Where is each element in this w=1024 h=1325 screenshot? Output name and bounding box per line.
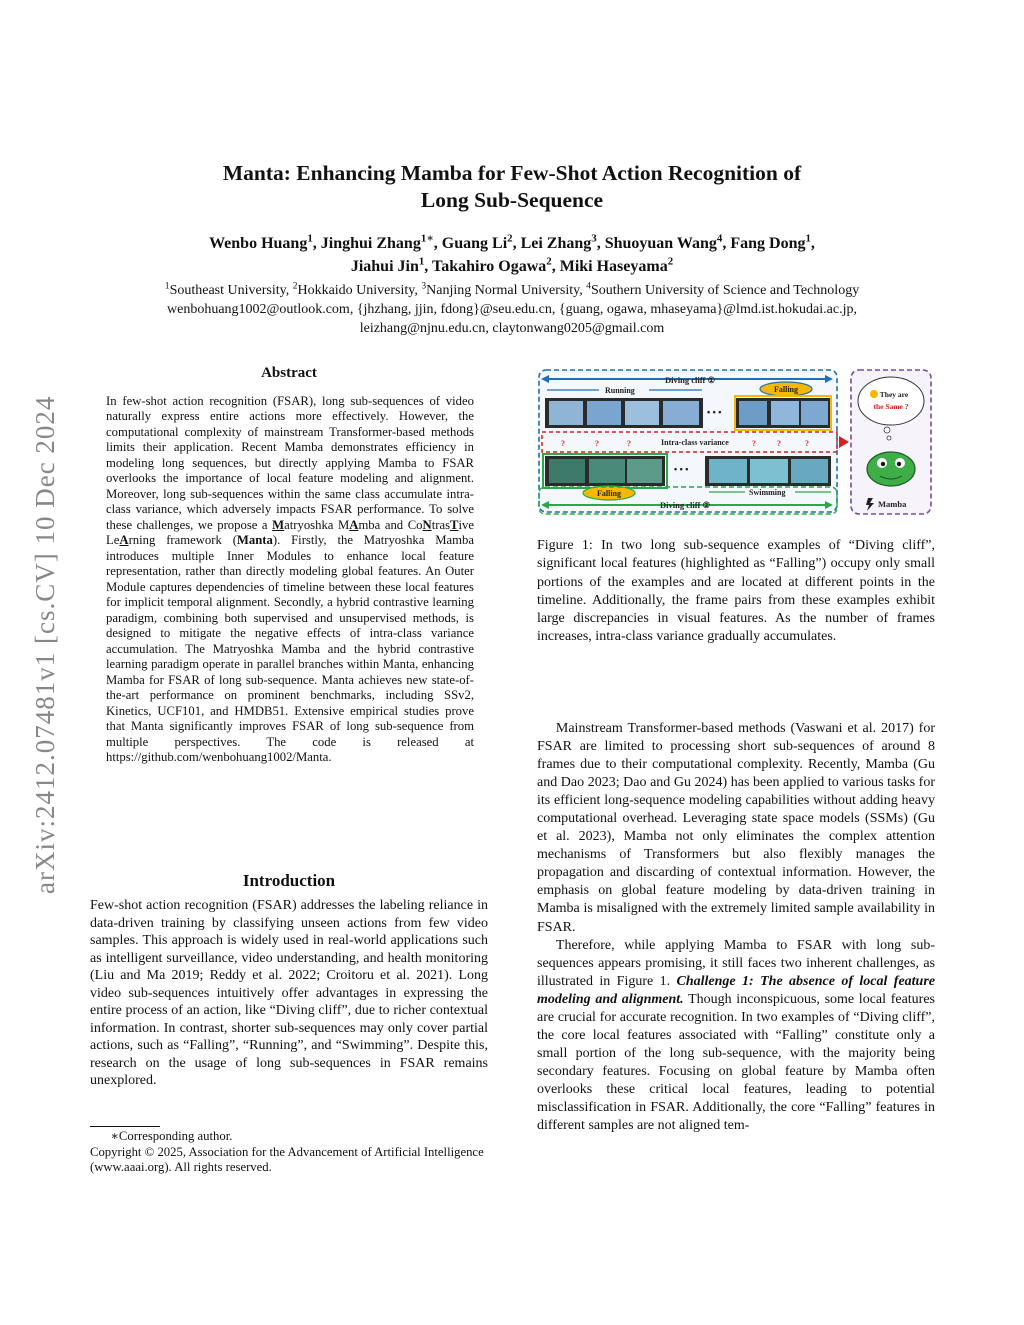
ellipsis-top: • • • [707, 407, 722, 417]
label-diving-cliff-2: Diving cliff ② [660, 500, 711, 510]
abstract-text-a: In few-shot action recognition (FSAR), long sub-sequences of video naturally express entire actions more effectively. However, the computational complexity of mainstream Transformer-based methods limits their application. Recent Mamba demonstrates efficiency in modeling long sequences, but directly applying Mamba to FSAR overlooks the importance of local feature modeling and alignment. Moreover, long sub-sequences within the same class accumulate intra-class variance, which adversely impacts FSAR performance. To solve these challenges, we propose a [106, 394, 474, 532]
title-line-1: Manta: Enhancing Mamba for Few-Shot Action Recognition of [222, 161, 802, 185]
author-name: Wenbo Huang [209, 235, 308, 252]
label-running: Running [605, 386, 635, 395]
acronym-letter: A [349, 517, 359, 532]
author-affiliation-marker: 2 [667, 255, 674, 268]
video-frame [801, 401, 828, 425]
bubble-line-2: the Same ? [873, 402, 909, 411]
video-frame [739, 401, 767, 425]
acronym-text: mba and Co [358, 517, 423, 532]
introduction-body: Few-shot action recognition (FSAR) addresses the labeling reliance in data-driven training by classifying unseen actions from few video samples. This approach is widely used in real-world applications such as intelligent surveillance, video understanding, and health monitoring (Liu and Ma 2019; Reddy et al. 2022; Croitoru et al. 2021). Long video sub-sequences intuitively offer advantages in expressing the entire process of an action, like “Diving cliff”, due to richer contextual information. In contrast, shorter sub-sequences may only cover partial actions, such as “Falling”, “Running”, and “Swimming”. Despite this, research on the usage of long sub-sequences in FSAR remains unexplored. [90, 898, 488, 1088]
author-name: Takahiro Ogawa [432, 258, 547, 275]
thought-bubble [858, 377, 924, 425]
author-affiliation-marker: 4 [716, 232, 723, 245]
author-affiliation-marker: 3 [591, 232, 597, 245]
label-falling-top: Falling [773, 385, 799, 394]
author-name: Jinghui Zhang [320, 235, 421, 252]
video-frame [771, 401, 799, 425]
snake-pupil-icon [897, 462, 901, 466]
affiliation-name: Southeast University, [169, 283, 293, 298]
video-frame [791, 459, 828, 483]
video-frame [549, 459, 585, 483]
question-mark: ? [752, 439, 756, 448]
abstract-text-b: ). Firstly, the Matryoshka Mamba introduces multiple Inner Modules to enhance local feature representation, rather than directly modeling global features. An Outer Module captures dependencies of timeline between these local features for implicit temporal alignment. Secondly, a hybrid contrastive learning paradigm, combining both supervised and unsupervised methods, is designed to mitigate the negative effects of intra-class variance accumulation. The Matryoshka Mamba and the hybrid contrastive learning paradigm operate in parallel branches within Manta, enhancing Mamba for FSAR of long sub-sequence. Manta achieves new state-of-the-art performance on prominent benchmarks, including SSv2, Kinetics, UCF101, and HMDB51. Extensive empirical studies prove that Manta significantly improves FSAR of long sub-sequence from multiple perspectives. The code is released at https://github.com/wenbohuang1002/Manta. [106, 533, 474, 765]
author-name: Fang Dong [730, 235, 806, 252]
arrow-to-bubble-icon [839, 436, 849, 448]
introduction-heading: Introduction [242, 871, 336, 890]
affiliation-marker: 4 [586, 281, 591, 292]
author-affiliation-marker: 2 [507, 232, 513, 245]
paragraph: Mainstream Transformer-based methods (Vaswani et al. 2017) for FSAR are limited to processing short sub-sequences of around 8 frames due to their computational complexity. Recently, Mamba (Gu and Dao 2023; Dao and Gu 2024) has been applied to various tasks for its efficient long-sequence modeling capabilities without adding heavy computational overhead. Leveraging state space models (SSMs) (Gu et al. 2023), Mamba not only eliminates the complex attention mechanisms of Transformers but also flexibly manages the propagation and discarding of contextual information. However, the emphasis on global feature modeling by data-driven training in Mamba is misaligned with the extremely limited sample availability in FSAR. [537, 721, 935, 935]
video-frame [589, 459, 625, 483]
acronym-text: rning framework ( [128, 533, 237, 548]
footnote [90, 1129, 488, 1176]
acronym-text: atryoshka M [284, 517, 350, 532]
figure-1 [537, 364, 937, 524]
author-affiliation-marker: 1∗ [420, 232, 434, 245]
affiliation-marker: 3 [421, 281, 427, 292]
question-mark: ? [805, 439, 809, 448]
paragraph-text: Therefore, while applying Mamba to FSAR with long sub-sequences appears promising, it still faces two inherent challenges, as illustrated in Figure 1. [537, 937, 935, 989]
question-mark: ? [777, 439, 781, 448]
affiliation-marker: 1 [164, 281, 170, 292]
video-frame [663, 401, 699, 425]
snake-pupil-icon [881, 462, 885, 466]
confused-face-icon [870, 390, 878, 398]
affiliation-name: Nanjing Normal University, [426, 283, 587, 298]
affiliation-name: Southern University of Science and Technology [591, 283, 860, 298]
acronym-letter: M [272, 517, 285, 532]
challenge-1-text: Challenge 1: The absence of local feature modeling and alignment. [537, 973, 935, 1007]
abstract-body [106, 394, 474, 766]
label-swimming: Swimming [749, 488, 786, 497]
acronym-letter: A [119, 533, 129, 548]
paragraph [537, 937, 935, 1136]
author-name: Shuoyuan Wang [604, 235, 717, 252]
right-column-body [537, 720, 935, 1135]
paragraph-text: Though inconspicuous, some local features are crucial for accurate recognition. In two examples of “Diving cliff”, the core local features associated with “Falling” constitute only a small portion of the long sub-sequence, with the majority being secondary features. Focusing on global feature by Mamba often overlooks these critical local features, leading to potential misclassification in FSAR. Additionally, the core “Falling” features in different samples are not aligned tem- [537, 991, 935, 1134]
mamba-label: Mamba [878, 499, 907, 509]
affiliation-marker: 2 [292, 281, 298, 292]
video-frame [627, 459, 662, 483]
author-name: Lei Zhang [520, 235, 592, 252]
author-name: Jiahui Jin [350, 258, 419, 275]
corresponding-author-note: ∗Corresponding author. [110, 1129, 233, 1143]
video-frame [549, 401, 583, 425]
abstract-acronym-name: Manta [236, 533, 273, 548]
question-mark: ? [595, 439, 599, 448]
author-affiliation-marker: 1 [418, 255, 425, 268]
affiliations [90, 281, 934, 338]
acronym-letter: N [422, 517, 432, 532]
thought-dot [884, 427, 890, 433]
copyright-note: Copyright © 2025, Association for the Advancement of Artificial Intelligence (www.aaai.org). All rights reserved. [90, 1144, 484, 1174]
video-frame [587, 401, 621, 425]
affiliation-name: Hokkaido University, [297, 283, 422, 298]
ellipsis-bottom: • • • [674, 464, 689, 474]
question-mark: ? [561, 439, 565, 448]
video-frame [709, 459, 747, 483]
paper-title [100, 160, 924, 214]
acronym-letter: T [450, 517, 459, 532]
author-name: Guang Li [441, 235, 508, 252]
title-line-2: Long Sub-Sequence [420, 188, 604, 212]
label-intra-class-variance: Intra-class variance [661, 438, 729, 447]
author-list: Wenbo Huang$^1$, Jinghui Zhang$^{1∗}$, Guang Li$^2$, Lei Zhang$^3$, Shuoyuan Wang$^4$, Fang Dong$^1$, Jiahui Jin$^1$, Takahiro Ogawa$^2$, Miki Haseyama$^2$ [209, 232, 815, 275]
video-frame [750, 459, 788, 483]
author-name: Miki Haseyama [559, 258, 668, 275]
abstract-heading: Abstract [261, 365, 317, 381]
video-frame [625, 401, 659, 425]
question-mark: ? [627, 439, 631, 448]
label-diving-cliff-1: Diving cliff ① [665, 375, 716, 385]
arxiv-identifier: arXiv:2412.07481v1 [cs.CV] 10 Dec 2024 [30, 395, 60, 895]
mamba-snake-icon [867, 452, 915, 486]
footnote-divider [90, 1126, 160, 1127]
emails-line-1: wenbohuang1002@outlook.com, {jhzhang, jjin, fdong}@seu.edu.cn, {guang, ogawa, mhaseyama}@lmd.ist.hokudai.ac.jp, [167, 302, 857, 317]
emails-line-2: leizhang@njnu.edu.cn, claytonwang0205@gmail.com [359, 321, 665, 336]
affiliation-line [90, 281, 934, 300]
bubble-line-1: They are [879, 390, 909, 399]
label-falling-bottom: Falling [596, 489, 622, 498]
author-affiliation-marker: 2 [546, 255, 552, 268]
author-affiliation-marker: 1 [307, 232, 313, 245]
acronym-text: ive Le [106, 517, 474, 548]
author-affiliation-marker: 1 [805, 232, 811, 245]
acronym-text: tras [431, 517, 451, 532]
figure-caption: Figure 1: In two long sub-sequence examples of “Diving cliff”, significant local features (highlighted as “Falling”) occupy only small portions of the examples and are located at different points in the timeline. Additionally, the frame pairs from these examples exhibit large discrepancies in visual features. As the number of frames increases, intra-class variance gradually accumulates. [537, 538, 935, 645]
thought-dot [887, 436, 891, 440]
